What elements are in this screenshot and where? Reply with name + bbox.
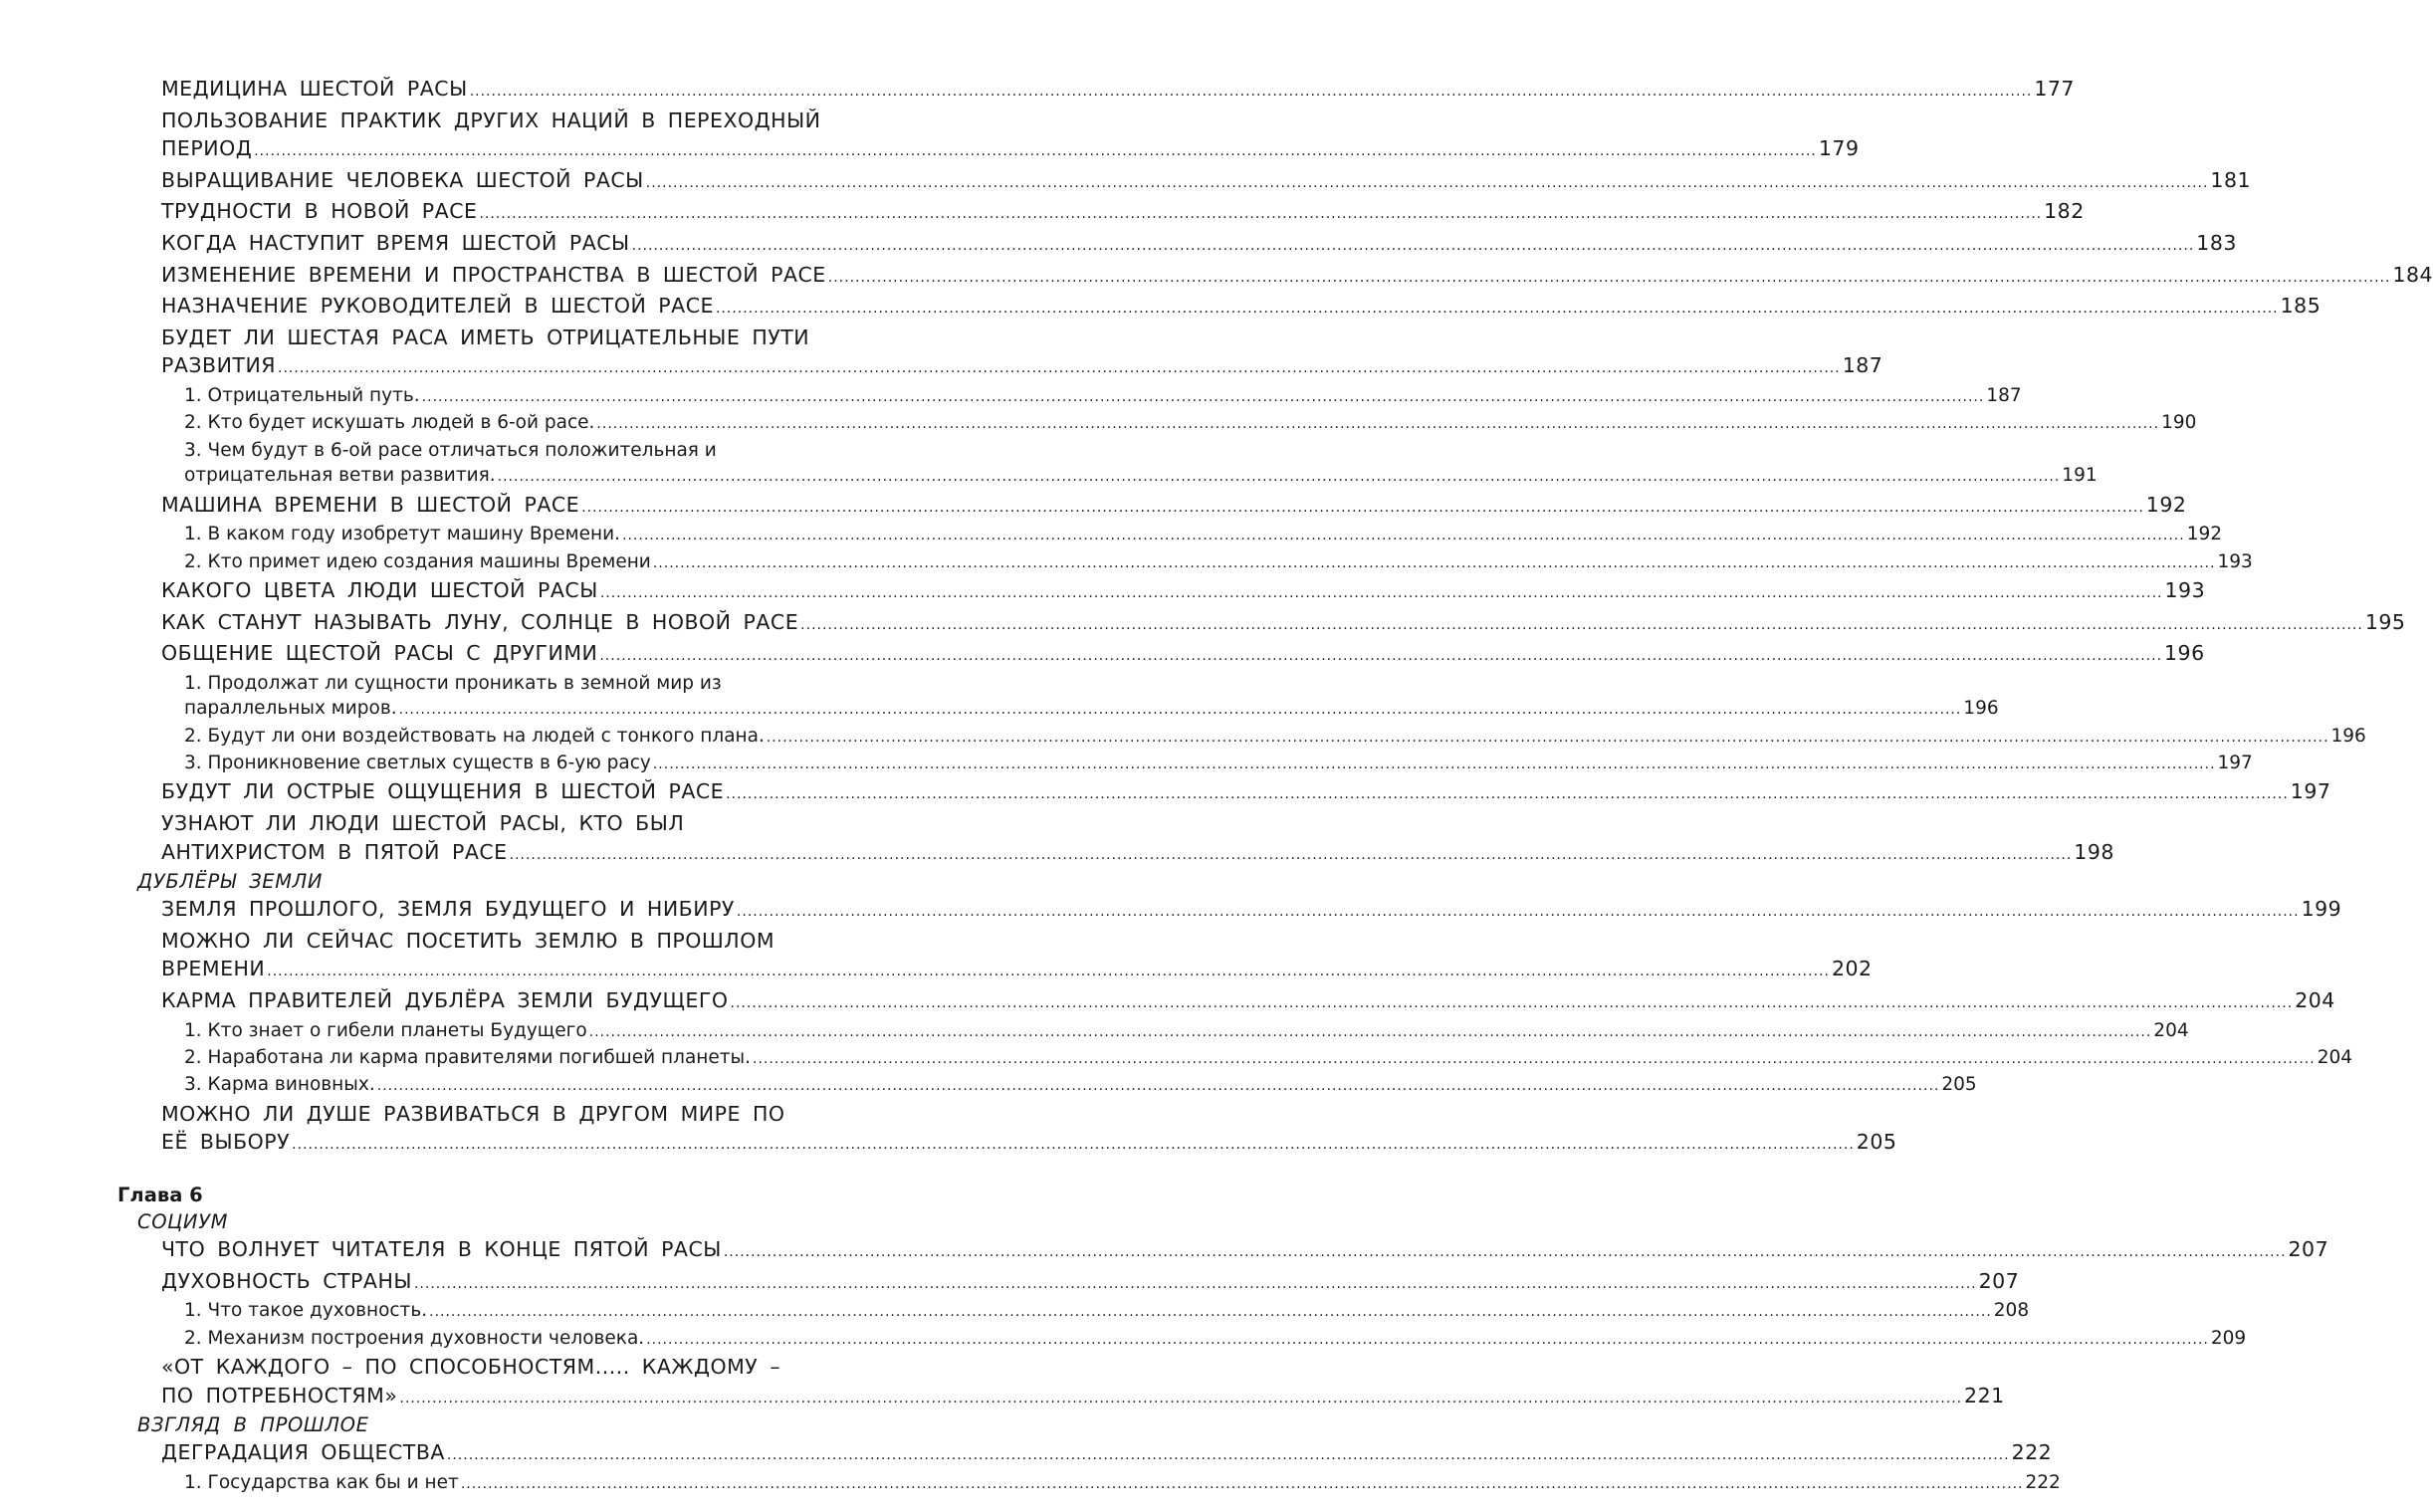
toc-entry — [184, 522, 2222, 548]
page-number: 183 — [2196, 230, 2237, 255]
dot-leader — [737, 898, 2300, 927]
dot-leader — [653, 551, 2216, 576]
toc-entry-last-line — [161, 261, 2433, 293]
toc-entry-title: 1. Кто знает о гибели планеты Будущего — [184, 1019, 587, 1041]
toc-entry — [161, 197, 2085, 229]
toc-entry-last-line — [161, 134, 1860, 166]
toc-entry — [184, 438, 2098, 491]
page-number: 193 — [2164, 577, 2206, 602]
page-number: 181 — [2210, 167, 2252, 192]
toc-entry — [184, 724, 2366, 751]
toc-entry — [184, 1470, 2061, 1497]
section-heading: ВЗГЛЯД В ПРОШЛОЕ — [137, 1413, 369, 1437]
toc-entry-title: 2. Будут ли они воздействовать на людей с тонкого плана. — [184, 725, 765, 747]
toc-entry — [184, 1072, 1977, 1099]
dot-leader — [632, 232, 2195, 261]
toc-entry-line: МОЖНО ЛИ ДУШЕ РАЗВИВАТЬСЯ В ДРУГОМ МИРЕ ПО — [161, 1101, 785, 1126]
page-number: 187 — [1842, 353, 1883, 378]
page-number: 185 — [2280, 294, 2322, 319]
dot-leader — [653, 753, 2216, 777]
dot-leader — [724, 1238, 2287, 1267]
toc-entry-title: 2. Механизм построения духовности человека. — [184, 1327, 645, 1349]
toc-entry — [184, 671, 1999, 724]
page-number: 198 — [2074, 839, 2114, 864]
dot-leader — [399, 1385, 1962, 1413]
toc-entry-last-line — [161, 1382, 2005, 1413]
toc-entry — [161, 107, 1860, 166]
page-number: 196 — [1963, 698, 1999, 720]
toc-entry-last-line — [161, 351, 1883, 383]
toc-entry-last-line — [161, 1438, 2053, 1470]
toc-entry-last-line — [184, 1298, 2030, 1325]
dot-leader — [422, 385, 1985, 410]
page-number: 192 — [2186, 524, 2222, 545]
dot-leader — [726, 780, 2289, 809]
toc-entry-title: БУДУТ ЛИ ОСТРЫЕ ОЩУЩЕНИЯ В ШЕСТОЙ РАСЕ — [161, 779, 725, 804]
dot-leader — [753, 1047, 2316, 1072]
toc-entry-last-line — [161, 75, 2075, 107]
toc-entry-line: БУДЕТ ЛИ ШЕСТАЯ РАСА ИМЕТЬ ОТРИЦАТЕЛЬНЫЕ ПУТИ — [161, 324, 810, 349]
toc-entry-last-line — [161, 491, 2187, 523]
toc-entry — [161, 1438, 2053, 1470]
toc-entry-title: 2. Наработана ли карма правителями погибшей планеты. — [184, 1046, 752, 1068]
toc-entry-line: ПОЛЬЗОВАНИЕ ПРАКТИК ДРУГИХ НАЦИЙ В ПЕРЕХОДНЫЙ — [161, 108, 821, 132]
dot-leader — [646, 169, 2209, 198]
toc-entry — [161, 292, 2322, 324]
dot-leader — [447, 1441, 2010, 1470]
toc-entry-last-line — [161, 608, 2406, 640]
toc-entry — [184, 1045, 2352, 1072]
dot-leader — [377, 1074, 1940, 1099]
toc-entry-title: КАРМА ПРАВИТЕЛЕЙ ДУБЛЁРА ЗЕМЛИ БУДУЩЕГО — [161, 987, 729, 1012]
page-number: 196 — [2164, 641, 2205, 666]
page-number: 187 — [1986, 384, 2022, 406]
toc-entry-last-line — [184, 463, 2098, 490]
toc-entry-last-line — [161, 838, 2114, 870]
toc-entry-last-line — [161, 166, 2252, 198]
toc-entry — [161, 229, 2237, 261]
toc-entry-title: НАЗНАЧЕНИЕ РУКОВОДИТЕЛЕЙ В ШЕСТОЙ РАСЕ — [161, 294, 714, 319]
page-number: 196 — [2330, 725, 2366, 747]
page-number: 177 — [2034, 77, 2075, 101]
dot-leader — [716, 295, 2279, 324]
toc-entry — [161, 261, 2433, 293]
toc-entry-title: КОГДА НАСТУПИТ ВРЕМЯ ШЕСТОЙ РАСЫ — [161, 230, 630, 255]
dot-leader — [622, 524, 2185, 548]
page-number: 191 — [2062, 465, 2098, 487]
toc-entry — [161, 927, 1873, 986]
page-number: 190 — [2161, 412, 2197, 434]
dot-leader — [278, 354, 1841, 383]
chapter-heading: Глава 6 — [117, 1183, 203, 1206]
toc-entry-last-line — [184, 522, 2222, 548]
toc-entry-last-line — [184, 549, 2253, 576]
toc-entry — [184, 549, 2253, 576]
toc-entry-title: 2. Кто будет искушать людей в 6-ой расе. — [184, 412, 595, 434]
toc-entry — [161, 809, 2114, 869]
toc-entry-title: ДЕГРАДАЦИЯ ОБЩЕСТВА — [161, 1440, 445, 1465]
page-number: 204 — [2317, 1046, 2352, 1068]
toc-entry-title: 1. В каком году изобретут машину Времени. — [184, 524, 621, 545]
toc-entry — [161, 1267, 2020, 1299]
toc-entry-title: 3. Проникновение светлых существ в 6-ую расу — [184, 752, 651, 773]
dot-leader — [767, 726, 2329, 751]
dot-leader — [470, 78, 2033, 107]
dot-leader — [498, 465, 2061, 490]
page-number: 205 — [1941, 1074, 1977, 1096]
dot-leader — [731, 989, 2294, 1018]
dot-leader — [479, 200, 2042, 229]
toc-entry — [161, 75, 2075, 107]
toc-entry-title: параллельных миров. — [184, 698, 397, 720]
toc-entry-title: КАКОГО ЦВЕТА ЛЮДИ ШЕСТОЙ РАСЫ — [161, 577, 598, 602]
toc-entry-line: 1. Продолжат ли сущности проникать в земной мир из — [184, 672, 722, 694]
toc-entry-title: КАК СТАНУТ НАЗЫВАТЬ ЛУНУ, СОЛНЦЕ В НОВОЙ РАСЕ — [161, 609, 799, 634]
toc-entry-title: 1. Государства как бы и нет — [184, 1471, 459, 1493]
toc-entry-title: ИЗМЕНЕНИЕ ВРЕМЕНИ И ПРОСТРАНСТВА В ШЕСТОЙ РАСЕ — [161, 262, 826, 287]
dot-leader — [596, 412, 2159, 437]
dot-leader — [461, 1472, 2024, 1497]
page-number: 197 — [2217, 752, 2253, 773]
toc-entry-last-line — [161, 895, 2342, 927]
dot-leader — [581, 494, 2144, 523]
page-number: 197 — [2290, 779, 2331, 804]
toc-entry-title: ТРУДНОСТИ В НОВОЙ РАСЕ — [161, 199, 478, 224]
dot-leader — [800, 611, 2363, 640]
page-number: 207 — [2288, 1236, 2329, 1261]
toc-entry-title: ПО ПОТРЕБНОСТЯМ» — [161, 1383, 398, 1407]
toc-entry — [184, 1298, 2030, 1325]
page-number: 193 — [2217, 550, 2253, 572]
page-number: 202 — [1831, 957, 1873, 981]
page-number: 179 — [1818, 136, 1860, 161]
page-number: 207 — [1978, 1268, 2020, 1293]
toc-entry-title: ОБЩЕНИЕ ЩЕСТОЙ РАСЫ С ДРУГИМИ — [161, 641, 598, 666]
page-number: 204 — [2153, 1019, 2189, 1041]
toc-entry — [161, 639, 2205, 671]
dot-leader — [429, 1300, 1992, 1325]
toc-entry-last-line — [184, 383, 2022, 410]
toc-entry-title: ЕЁ ВЫБОРУ — [161, 1130, 291, 1155]
toc-entry-title: 1. Что такое духовность. — [184, 1300, 428, 1322]
toc-entry-line: МОЖНО ЛИ СЕЙЧАС ПОСЕТИТЬ ЗЕМЛЮ В ПРОШЛОМ — [161, 928, 775, 953]
toc-entry-line: 3. Чем будут в 6-ой расе отличаться положительная и — [184, 439, 717, 461]
toc-entry-last-line — [161, 1128, 1897, 1160]
toc-entry — [161, 1235, 2329, 1267]
toc-entry-last-line — [184, 1470, 2061, 1497]
dot-leader — [414, 1270, 1977, 1299]
toc-entry-title: МЕДИЦИНА ШЕСТОЙ РАСЫ — [161, 77, 468, 101]
toc-entry-last-line — [161, 197, 2085, 229]
toc-entry-last-line — [184, 1326, 2247, 1353]
dot-leader — [254, 137, 1817, 166]
page-number: 192 — [2145, 492, 2187, 517]
toc-entry — [161, 324, 1883, 383]
toc-entry-title: 3. Карма виновных. — [184, 1074, 375, 1096]
page-number: 222 — [2011, 1440, 2053, 1465]
dot-leader — [599, 642, 2162, 671]
toc-entry — [161, 608, 2406, 640]
toc-entry-title: отрицательная ветви развития. — [184, 465, 496, 487]
toc-entry-last-line — [184, 696, 1999, 723]
page-number: 209 — [2210, 1327, 2247, 1349]
page-number: 204 — [2295, 987, 2335, 1012]
dot-leader — [646, 1328, 2209, 1353]
toc-entry-title: ЗЕМЛЯ ПРОШЛОГО, ЗЕМЛЯ БУДУЩЕГО И НИБИРУ — [161, 897, 735, 922]
dot-leader — [399, 698, 1962, 723]
toc-entry-line: «ОТ КАЖДОГО – ПО СПОСОБНОСТЯМ..... КАЖДОМУ – — [161, 1354, 781, 1379]
toc-entry — [184, 1326, 2247, 1353]
section-heading: ДУБЛЁРЫ ЗЕМЛИ — [137, 870, 324, 894]
toc-entry-last-line — [184, 751, 2253, 777]
toc-entry — [161, 986, 2335, 1018]
toc-entry — [184, 383, 2022, 410]
page-number: 199 — [2301, 897, 2342, 922]
toc-entry-last-line — [161, 986, 2335, 1018]
toc-entry-last-line — [184, 724, 2366, 751]
dot-leader — [600, 579, 2163, 608]
dot-leader — [510, 841, 2073, 870]
toc-entry — [161, 895, 2342, 927]
toc-entry-title: ВРЕМЕНИ — [161, 957, 266, 981]
page-number: 221 — [1964, 1383, 2005, 1407]
toc-entry-last-line — [161, 229, 2237, 261]
page-number: 205 — [1856, 1130, 1897, 1155]
toc-entry — [161, 576, 2206, 608]
toc-entry-last-line — [161, 576, 2206, 608]
toc-entry-line: УЗНАЮТ ЛИ ЛЮДИ ШЕСТОЙ РАСЫ, КТО БЫЛ — [161, 810, 685, 835]
toc-entry — [161, 1353, 2005, 1412]
toc-entry — [184, 410, 2197, 437]
toc-entry-last-line — [161, 1267, 2020, 1299]
page-number: 184 — [2392, 262, 2433, 287]
toc-entry-title: МАШИНА ВРЕМЕНИ В ШЕСТОЙ РАСЕ — [161, 492, 580, 517]
toc-entry-title: ПЕРИОД — [161, 136, 253, 161]
section-heading: СОЦИУМ — [137, 1209, 228, 1233]
dot-leader — [589, 1020, 2152, 1045]
toc-entry-last-line — [161, 777, 2331, 809]
toc-entry — [184, 751, 2253, 777]
toc-entry — [161, 777, 2331, 809]
dot-leader — [292, 1131, 1855, 1160]
toc-entry — [161, 1100, 1897, 1160]
toc-entry-title: ЧТО ВОЛНУЕТ ЧИТАТЕЛЯ В КОНЦЕ ПЯТОЙ РАСЫ — [161, 1236, 722, 1261]
toc-entry-last-line — [161, 639, 2205, 671]
table-of-contents — [0, 75, 2433, 1497]
toc-entry-title: ВЫРАЩИВАНИЕ ЧЕЛОВЕКА ШЕСТОЙ РАСЫ — [161, 167, 644, 192]
toc-entry — [161, 166, 2252, 198]
toc-entry-title: 2. Кто примет идею создания машины Времени — [184, 550, 651, 572]
toc-entry-last-line — [184, 1072, 1977, 1099]
page-number: 182 — [2044, 199, 2085, 224]
toc-entry-title: 1. Отрицательный путь. — [184, 384, 420, 406]
page-number: 208 — [1993, 1300, 2030, 1322]
page-number: 222 — [2025, 1471, 2061, 1493]
toc-entry-last-line — [161, 292, 2322, 324]
toc-entry — [184, 1018, 2189, 1045]
toc-entry — [161, 491, 2187, 523]
page-number: 195 — [2364, 609, 2406, 634]
toc-entry-last-line — [161, 1235, 2329, 1267]
toc-entry-last-line — [161, 955, 1873, 986]
toc-entry-title: ДУХОВНОСТЬ СТРАНЫ — [161, 1268, 412, 1293]
toc-entry-title: РАЗВИТИЯ — [161, 353, 277, 378]
toc-entry-last-line — [184, 1018, 2189, 1045]
toc-entry-last-line — [184, 1045, 2352, 1072]
dot-leader — [828, 264, 2391, 293]
dot-leader — [267, 958, 1830, 986]
toc-entry-last-line — [184, 410, 2197, 437]
toc-entry-title: АНТИХРИСТОМ В ПЯТОЙ РАСЕ — [161, 839, 508, 864]
